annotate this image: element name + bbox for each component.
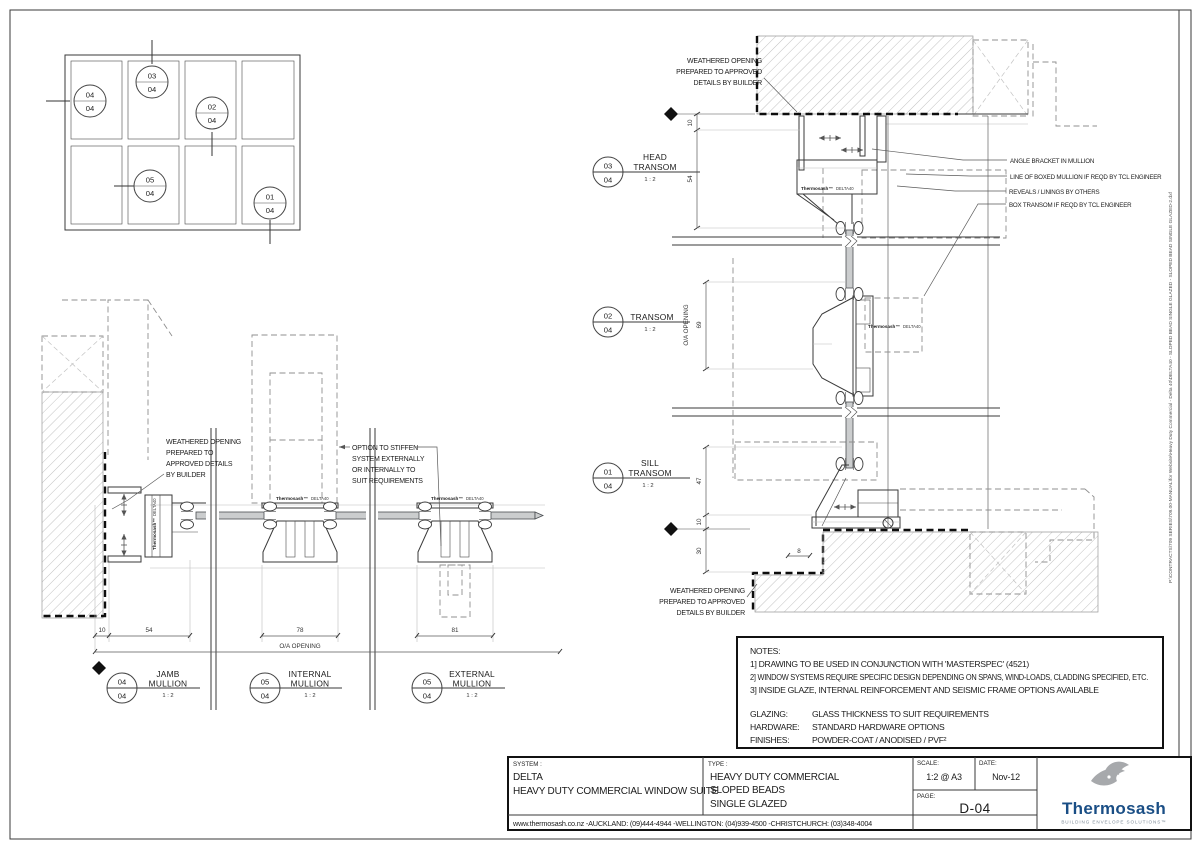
- product-label: DELTA40: [466, 496, 484, 501]
- callout-sheet: 04: [85, 104, 95, 113]
- svg-text:04: 04: [603, 481, 613, 491]
- svg-text:ANGLE BRACKET IN MULLION: ANGLE BRACKET IN MULLION: [1010, 158, 1095, 165]
- vertical-section: [593, 36, 1162, 617]
- svg-text:INTERNAL: INTERNAL: [288, 669, 332, 679]
- svg-text:01: 01: [603, 467, 613, 477]
- brand-label: Thermosash™: [152, 518, 157, 550]
- head-callout: [593, 152, 700, 187]
- svg-text:EXTERNAL: EXTERNAL: [449, 669, 495, 679]
- notes-box: [737, 637, 1163, 748]
- head-annotations: [872, 149, 1162, 296]
- external-callout: [412, 669, 505, 703]
- svg-text:HEAD: HEAD: [642, 152, 668, 162]
- option-note: [339, 445, 441, 546]
- svg-text:DETAILS BY BUILDER: DETAILS BY BUILDER: [676, 610, 745, 617]
- brand-label: Thermosash™: [801, 186, 833, 191]
- spec-key: FINISHES:: [750, 735, 790, 745]
- elevation-callout-04-04: [74, 85, 106, 117]
- glass-pane: [491, 512, 535, 519]
- svg-text:1 : 2: 1 : 2: [162, 693, 174, 699]
- svg-text:04: 04: [117, 691, 127, 701]
- svg-text:WEATHERED OPENING: WEATHERED OPENING: [686, 58, 762, 65]
- plan-section-details: [42, 300, 562, 710]
- callout-num: 01: [265, 192, 275, 202]
- svg-text:1 : 2: 1 : 2: [644, 327, 656, 333]
- svg-text:PREPARED TO APPROVED: PREPARED TO APPROVED: [659, 599, 745, 606]
- note-item: 2] WINDOW SYSTEMS REQUIRE SPECIFIC DESIGN DEPENDING ON SPANS, WIND-LOADS, CLADDING SPECIFIED, ETC.: [750, 672, 1148, 682]
- jamb-callout: [107, 669, 200, 703]
- svg-text:JAMB: JAMB: [156, 669, 180, 679]
- svg-text:04: 04: [603, 325, 613, 335]
- scale-value: 1:2 @ A3: [926, 772, 962, 782]
- svg-text:TRANSOM: TRANSOM: [628, 468, 672, 478]
- weathered-note-sill: [659, 584, 757, 617]
- callout-num: 02: [207, 102, 217, 112]
- svg-text:54: 54: [145, 627, 153, 634]
- svg-text:WEATHERED OPENING: WEATHERED OPENING: [166, 439, 242, 446]
- svg-text:78: 78: [296, 627, 304, 634]
- callout-sheet: 04: [207, 116, 217, 125]
- svg-text:54: 54: [687, 175, 694, 183]
- svg-text:05: 05: [422, 677, 432, 687]
- svg-text:1 : 2: 1 : 2: [304, 693, 316, 699]
- contact-line: www.thermosash.co.nz -AUCKLAND: (09)444-4944 -WELLINGTON: (04)939-4500 -CHRISTCHURCH: (03)348-4004: [513, 819, 873, 828]
- note-item: 3] INSIDE GLAZE, INTERNAL REINFORCEMENT AND SEISMIC FRAME OPTIONS AVAILABLE: [750, 685, 1099, 695]
- elevation-callout-02-04: [196, 97, 228, 129]
- svg-text:30: 30: [696, 547, 703, 555]
- break-lines: [672, 236, 1000, 418]
- date-value: Nov-12: [992, 772, 1020, 782]
- page-label: PAGE:: [917, 793, 936, 800]
- svg-text:OPTION TO STIFFEN: OPTION TO STIFFEN: [352, 445, 418, 452]
- title-block: [508, 757, 1191, 830]
- spec-key: HARDWARE:: [750, 722, 800, 732]
- spec-key: GLAZING:: [750, 709, 788, 719]
- head-structure: [757, 36, 1100, 529]
- sill-callout: [593, 458, 690, 493]
- spec-value: POWDER-COAT / ANODISED / PVF²: [812, 735, 947, 745]
- spec-value: STANDARD HARDWARE OPTIONS: [812, 722, 945, 732]
- callout-num: 03: [147, 71, 157, 81]
- transom-profile: [733, 258, 922, 478]
- svg-text:1 : 2: 1 : 2: [466, 693, 478, 699]
- section-dimensions: [664, 107, 846, 574]
- logo-wordmark: Thermosash: [1061, 799, 1167, 818]
- svg-text:04: 04: [260, 691, 270, 701]
- svg-text:DETAILS BY BUILDER: DETAILS BY BUILDER: [693, 80, 762, 87]
- file-path-vertical: P:\CONTRACTS\709 SERIES\709.00-MANUAL\for Website\Heavy Duty Commercial - Delta 40\DELTA40 - SLOPED BEAD SINGLE GLAZED - SLOPED BEAD SINGLE GLAZED-2.dxf: [1169, 192, 1174, 583]
- svg-text:BOX TRANSOM IF REQD BY TCL ENG: BOX TRANSOM IF REQD BY TCL ENGINEER: [1009, 202, 1132, 209]
- datum-diamond: [92, 661, 106, 675]
- svg-text:1 : 2: 1 : 2: [644, 177, 656, 183]
- elevation-callout-05-04: [134, 170, 166, 202]
- svg-text:69: 69: [696, 321, 703, 329]
- svg-text:03: 03: [603, 161, 613, 171]
- svg-text:BY BUILDER: BY BUILDER: [166, 472, 206, 479]
- svg-text:02: 02: [603, 311, 613, 321]
- svg-text:OR INTERNALLY TO: OR INTERNALLY TO: [352, 467, 416, 474]
- svg-text:APPROVED DETAILS: APPROVED DETAILS: [166, 461, 233, 468]
- internal-mullion-profile: [252, 335, 338, 562]
- svg-text:TRANSOM: TRANSOM: [630, 312, 674, 322]
- external-mullion-profile: [417, 496, 493, 617]
- elevation-key: [46, 40, 300, 244]
- svg-text:O/A OPENING: O/A OPENING: [279, 643, 321, 650]
- callout-sheet: 04: [145, 189, 155, 198]
- svg-text:LINE OF BOXED MULLION IF REQD: LINE OF BOXED MULLION IF REQD BY TCL ENGINEER: [1010, 174, 1162, 181]
- type-line: HEAVY DUTY COMMERCIAL: [710, 772, 840, 783]
- type-line: SINGLE GLAZED: [710, 799, 787, 810]
- elevation-callout-03-04: [136, 66, 168, 98]
- svg-text:04: 04: [117, 677, 127, 687]
- svg-text:04: 04: [603, 175, 613, 185]
- head-transom-profile: [797, 116, 886, 235]
- svg-text:MULLION: MULLION: [148, 678, 188, 689]
- brand-label: Thermosash™: [276, 496, 308, 501]
- note-item: 1] DRAWING TO BE USED IN CONJUNCTION WITH 'MASTERSPEC' (4521): [750, 659, 1029, 669]
- system-suite: HEAVY DUTY COMMERCIAL WINDOW SUITE: [513, 786, 719, 797]
- product-label: DELTA40: [903, 324, 921, 329]
- logo-tagline: BUILDING ENVELOPE SOLUTIONS™: [1061, 819, 1167, 825]
- brand-label: Thermosash™: [868, 324, 900, 329]
- svg-text:SYSTEM EXTERNALLY: SYSTEM EXTERNALLY: [352, 456, 425, 463]
- svg-text:81: 81: [451, 627, 459, 634]
- system-name: DELTA: [513, 772, 543, 783]
- svg-text:8: 8: [797, 548, 801, 555]
- spec-value: GLASS THICKNESS TO SUIT REQUIREMENTS: [812, 709, 989, 719]
- sill-transom-profile: [735, 442, 1098, 612]
- plan-dimensions: [93, 627, 562, 654]
- svg-text:PREPARED TO APPROVED: PREPARED TO APPROVED: [676, 69, 762, 76]
- wall-structure: [42, 300, 172, 618]
- brand-label: Thermosash™: [431, 496, 463, 501]
- product-label: DELTA40: [311, 496, 329, 501]
- datum-diamond: [664, 107, 678, 121]
- svg-text:MULLION: MULLION: [452, 678, 492, 689]
- svg-text:REVEALS / LININGS BY OTHERS: REVEALS / LININGS BY OTHERS: [1009, 189, 1100, 196]
- callout-sheet: 04: [147, 85, 157, 94]
- svg-text:10: 10: [696, 518, 703, 526]
- callout-num: 05: [145, 175, 155, 185]
- internal-callout: [250, 669, 342, 703]
- svg-text:TRANSOM: TRANSOM: [633, 162, 677, 172]
- scale-label: SCALE:: [917, 760, 940, 767]
- datum-diamond: [664, 522, 678, 536]
- svg-text:MULLION: MULLION: [290, 678, 330, 689]
- date-label: DATE:: [979, 760, 997, 767]
- svg-text:PREPARED TO: PREPARED TO: [166, 450, 214, 457]
- svg-text:O/A OPENING: O/A OPENING: [683, 304, 690, 346]
- svg-text:10: 10: [98, 627, 106, 634]
- jamb-mullion-profile: [108, 487, 206, 562]
- svg-text:1 : 2: 1 : 2: [642, 483, 654, 489]
- svg-text:WEATHERED OPENING: WEATHERED OPENING: [669, 588, 745, 595]
- svg-text:04: 04: [422, 691, 432, 701]
- svg-text:SUIT REQUIREMENTS: SUIT REQUIREMENTS: [352, 478, 423, 485]
- type-label: TYPE :: [708, 761, 728, 768]
- svg-text:05: 05: [260, 677, 270, 687]
- svg-text:10: 10: [687, 119, 694, 127]
- svg-text:47: 47: [696, 477, 703, 485]
- page-number: D-04: [959, 801, 991, 816]
- system-label: SYSTEM :: [513, 761, 542, 768]
- type-line: SLOPED BEADS: [710, 785, 785, 796]
- callout-num: 04: [85, 90, 95, 100]
- product-label: DELTA40: [836, 186, 854, 191]
- elevation-callout-01-04: [254, 187, 286, 219]
- svg-text:SILL: SILL: [640, 458, 660, 468]
- notes-title: NOTES:: [750, 646, 781, 656]
- transom-callout: [593, 307, 690, 337]
- product-label: DELTA40: [152, 498, 157, 516]
- callout-sheet: 04: [265, 206, 275, 215]
- weathered-note-left: [112, 439, 241, 509]
